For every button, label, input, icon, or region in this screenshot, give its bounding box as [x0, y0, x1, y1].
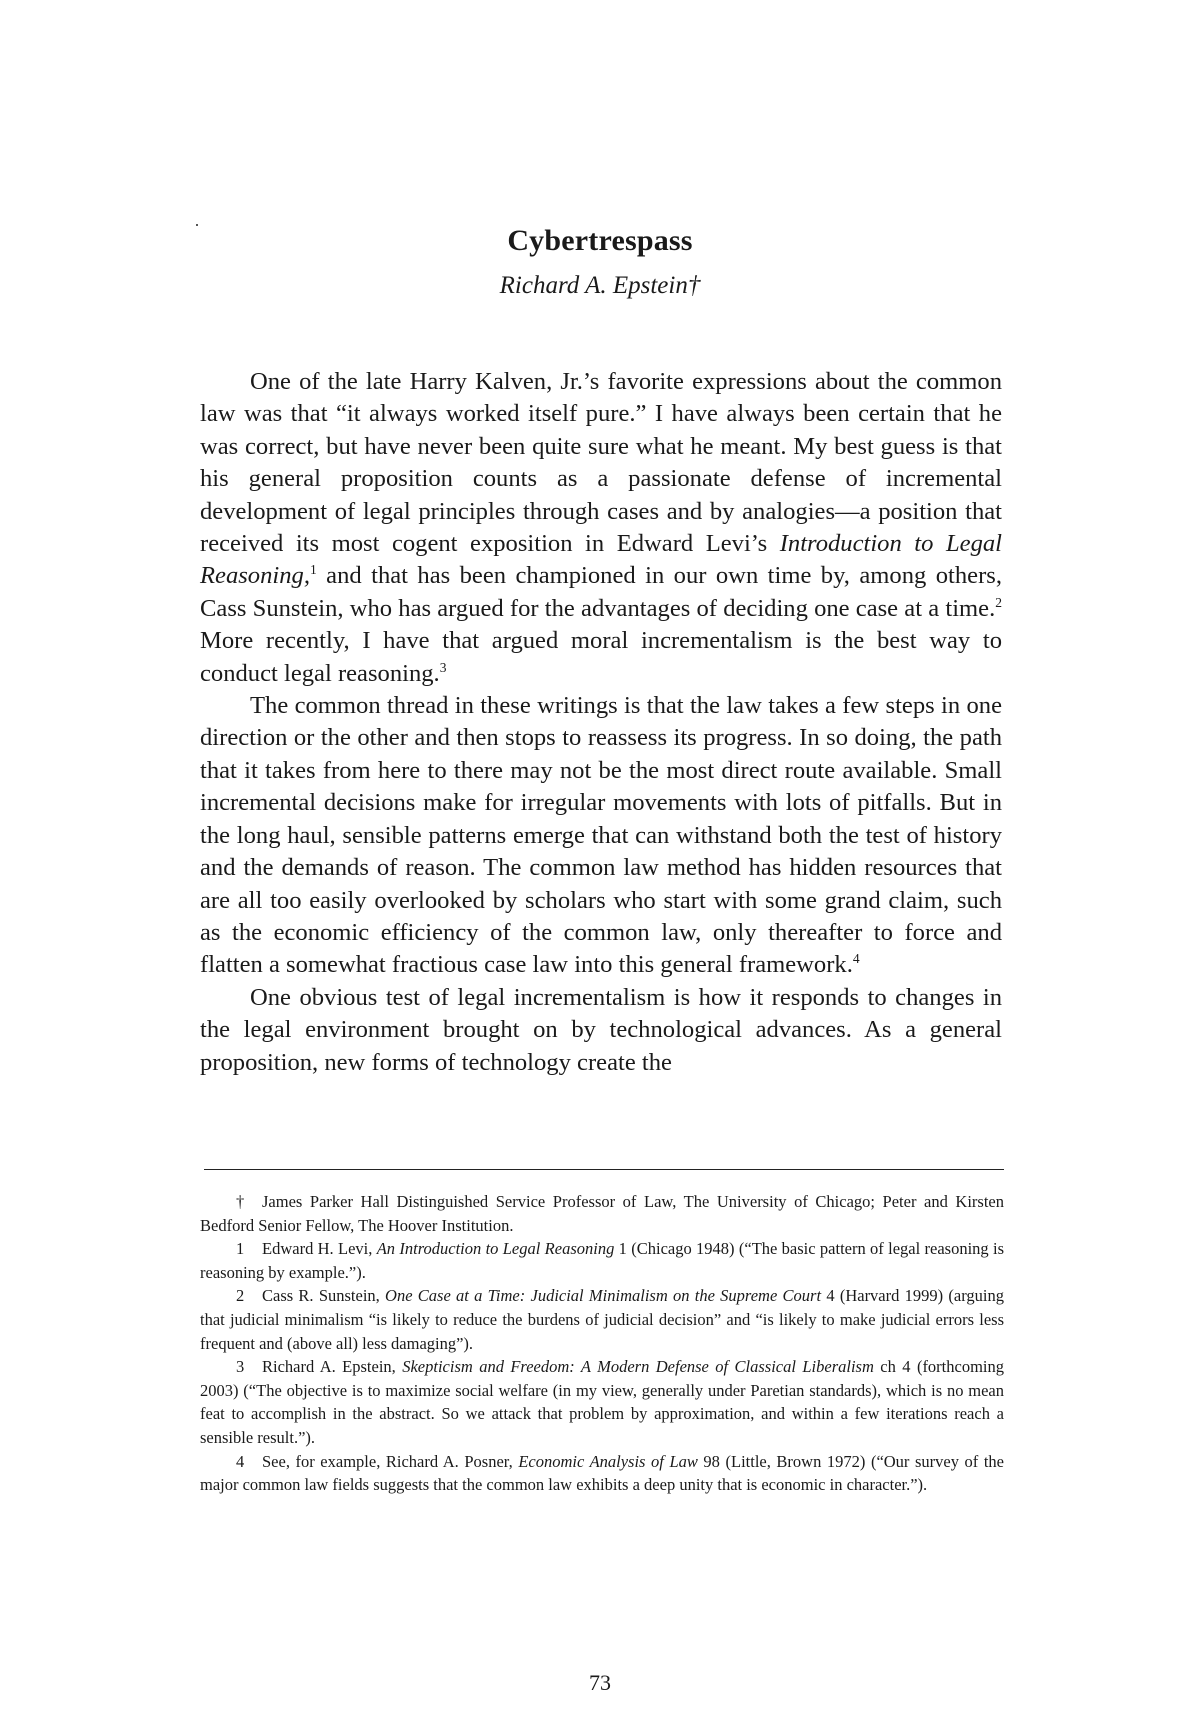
article-author: Richard A. Epstein†	[499, 272, 701, 299]
footnote-text: 4 (Harvard 1999) (arguing that judicial minimalism “is likely to reduce the burdens of judicial decision” and “is likely to make judicial errors less frequent and (above all) less damaging”).	[200, 1286, 1004, 1353]
footnote-2	[200, 1284, 1004, 1355]
paragraph-1-text-c: More recently, I have that argued moral incrementalism is the best way to conduct legal reasoning.	[200, 627, 1002, 687]
footnote-ref-4: 4	[852, 951, 860, 967]
footnote-mark: 1	[236, 1239, 245, 1259]
footnote-italic-title: An Introduction to Legal Reasoning	[376, 1239, 615, 1259]
footnote-italic-title: Economic Analysis of Law	[518, 1451, 698, 1471]
footnote-text: See, for example, Richard A. Posner,	[262, 1451, 519, 1471]
footnote-1	[200, 1237, 1004, 1284]
footnote-ref-3: 3	[439, 659, 447, 675]
footnote-italic-title: Skepticism and Freedom: A Modern Defense of Classical Liberalism	[402, 1357, 874, 1377]
footnote-divider	[204, 1169, 1004, 1170]
paragraph-2-text: The common thread in these writings is that the law takes a few steps in one direction or the other and then stops to reassess its progress. In so doing, the path that it takes from here to there may not be the most direct route available. Small incremental decisions make for irregular movements with lots of pitfalls. But in the long haul, sensible patterns emerge that can withstand both the test of history and the demands of reason. The common law method has hidden resources that are all too easily overlooked by scholars who start with some grand claim, such as the economic efficiency of the common law, only thereafter to force and flatten a somewhat fractious case law into this general framework.	[200, 692, 1002, 979]
footnote-4	[200, 1450, 1004, 1497]
footnote-italic-title: One Case at a Time: Judicial Minimalism on the Supreme Court	[385, 1286, 822, 1306]
footnote-text: ch 4 (forthcoming 2003) (“The objective is to maximize social welfare (in my view, generally under Paretian standards), which is no mean feat to accomplish in the abstract. So we attack that problem by approximation, and within a few iterations reach a sensible result.”).	[200, 1357, 1005, 1447]
footnote-text: Richard A. Epstein,	[262, 1357, 403, 1377]
paragraph-3	[200, 982, 1002, 1079]
footnote-mark: 4	[236, 1451, 245, 1471]
page-number: 73	[589, 1670, 611, 1695]
footnote-text: Edward H. Levi,	[262, 1239, 377, 1259]
footnote-text: Cass R. Sunstein,	[262, 1286, 386, 1306]
footnote-dagger	[200, 1190, 1004, 1237]
paragraph-1-italic-title: Introduction to Legal Reasoning,	[200, 530, 1002, 590]
footnote-mark: 2	[236, 1286, 245, 1306]
paragraph-1	[200, 366, 1002, 690]
footnote-ref-2: 2	[995, 594, 1002, 610]
paragraph-2	[200, 690, 1002, 982]
footnote-text: 1 (Chicago 1948) (“The basic pattern of legal reasoning is reasoning by example.”).	[200, 1239, 1004, 1282]
footnote-mark: 3	[236, 1357, 245, 1377]
article-title: Cybertrespass	[507, 224, 693, 257]
article-body	[200, 366, 1002, 1079]
footnote-3	[200, 1355, 1004, 1449]
footnote-mark: †	[236, 1192, 245, 1211]
footnote-ref-1: 1	[309, 562, 317, 578]
paragraph-1-text-b: and that has been championed in our own time by, among others, Cass Sunstein, who has argued for the advantages of deciding one case at a time.	[200, 562, 1002, 622]
paragraph-3-text: One obvious test of legal incrementalism is how it responds to changes in the legal environment brought on by technological advances. As a general proposition, new forms of technology create the	[200, 983, 1002, 1076]
footnotes	[200, 1190, 1004, 1497]
footnote-text: 98 (Little, Brown 1972) (“Our survey of the major common law fields suggests that the common law exhibits a deep unity that is economic in character.”).	[200, 1451, 1005, 1495]
footnote-text: James Parker Hall Distinguished Service Professor of Law, The University of Chicago; Peter and Kirsten Bedford Senior Fellow, The Hoover Institution.	[200, 1192, 1004, 1235]
paragraph-1-text-a: One of the late Harry Kalven, Jr.’s favorite expressions about the common law was that “it always worked itself pure.” I have always been certain that he was correct, but have never been quite sure what he meant. My best guess is that his general proposition counts as a passionate defense of incremental development of legal principles through cases and by analogies—a position that received its most cogent exposition in Edward Levi’s	[200, 368, 1002, 558]
